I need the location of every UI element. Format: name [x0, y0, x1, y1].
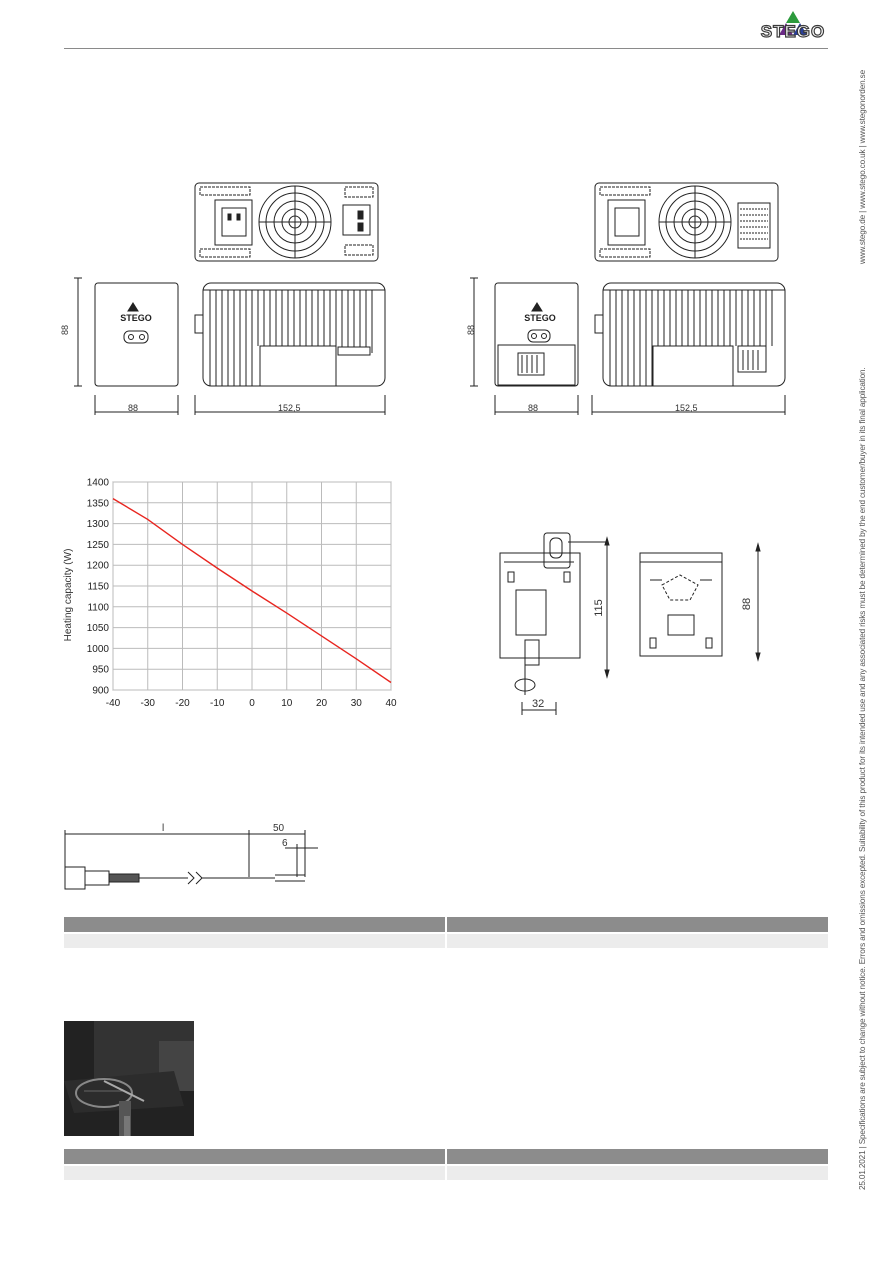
top-view-a	[195, 183, 378, 261]
chart-y-tick-label: 1000	[86, 643, 109, 655]
table-2-header	[64, 1149, 828, 1164]
dim-length-a: 152,5	[278, 403, 301, 413]
dim-height-b: 88	[466, 324, 477, 336]
chart-y-tick-label: 1100	[87, 602, 109, 614]
mount-dim-88: 88	[741, 597, 754, 611]
product-drawing-a	[60, 175, 400, 425]
chart-x-tick-label: -10	[210, 698, 225, 709]
chart-x-tick-label: 40	[385, 698, 397, 709]
chart-x-tick-label: -30	[140, 698, 155, 709]
chart-y-tick-label: 950	[92, 664, 109, 676]
chart-x-tick-label: -40	[105, 698, 121, 709]
chart-y-tick-label: 900	[92, 685, 109, 697]
table-1-row	[64, 934, 828, 948]
cable-dim-6: 6	[282, 838, 288, 849]
table-2-row	[64, 1166, 828, 1180]
table-1-header	[64, 917, 828, 932]
chart-x-tick-label: 20	[315, 698, 328, 709]
cable-dim-50: 50	[273, 823, 285, 834]
mount-dim-32: 32	[532, 698, 545, 710]
cable-dim-length: l	[162, 823, 165, 834]
dim-height-a: 88	[60, 324, 71, 336]
heating-capacity-chart	[58, 470, 403, 720]
accessory-photo	[64, 1021, 194, 1136]
dim-depth-a: 88	[128, 403, 139, 413]
mount-dim-115: 115	[592, 599, 605, 617]
front-view-b	[470, 278, 578, 415]
chart-x-tick-label: -20	[175, 698, 190, 709]
dim-length-b: 152,5	[675, 403, 698, 413]
front-view-a	[74, 278, 178, 415]
stego-logo	[756, 9, 830, 45]
dim-depth-b: 88	[528, 403, 539, 413]
cable-drawing	[60, 822, 320, 897]
header-rule	[64, 48, 828, 49]
chart-y-tick-label: 1250	[86, 539, 109, 551]
chart-y-tick-label: 1150	[87, 581, 109, 593]
chart-x-tick-label: 30	[350, 698, 362, 709]
side-view-a	[195, 283, 385, 415]
chart-x-tick-label: 0	[249, 698, 255, 709]
side-websites: www.stego.de | www.stego.co.uk | www.stegonorden.se	[858, 70, 867, 265]
svg-text:STEGO: STEGO	[120, 313, 152, 323]
chart-x-tick-label: 10	[281, 698, 293, 709]
mounting-drawing	[490, 520, 780, 720]
side-view-b	[592, 283, 785, 415]
side-disclaimer: 25.01.2021 | Specifications are subject to change without notice. Errors and omissions excepted. Suitability of this product for its intended use and any associated risks must be determined by the end customer/buyer in its final application. www.stego.de | www.stego.co.uk | www.stegonorden.se	[858, 70, 870, 1190]
chart-y-tick-label: 1300	[86, 519, 109, 531]
top-view-b	[595, 183, 778, 261]
chart-y-tick-label: 1200	[86, 560, 109, 572]
product-drawing-b	[460, 175, 800, 425]
mounting-side-view	[500, 533, 609, 715]
chart-ylabel: Heating capacity (W)	[63, 548, 74, 642]
side-disclaimer-text: Specifications are subject to change without notice. Errors and omissions excepted. Suitability of this product for its intended use and any associated risks must be determined by the end customer/buyer in its final application.	[858, 367, 867, 1145]
svg-text:STEGO: STEGO	[524, 313, 556, 323]
chart-y-tick-label: 1350	[86, 498, 109, 510]
chart-y-tick-label: 1400	[86, 477, 109, 489]
logo-text: STEGO	[760, 22, 826, 41]
chart-grid	[113, 482, 391, 690]
chart-y-tick-label: 1050	[86, 623, 109, 635]
side-date: 25.01.2021	[858, 1150, 867, 1190]
chart-ticks	[87, 478, 397, 710]
